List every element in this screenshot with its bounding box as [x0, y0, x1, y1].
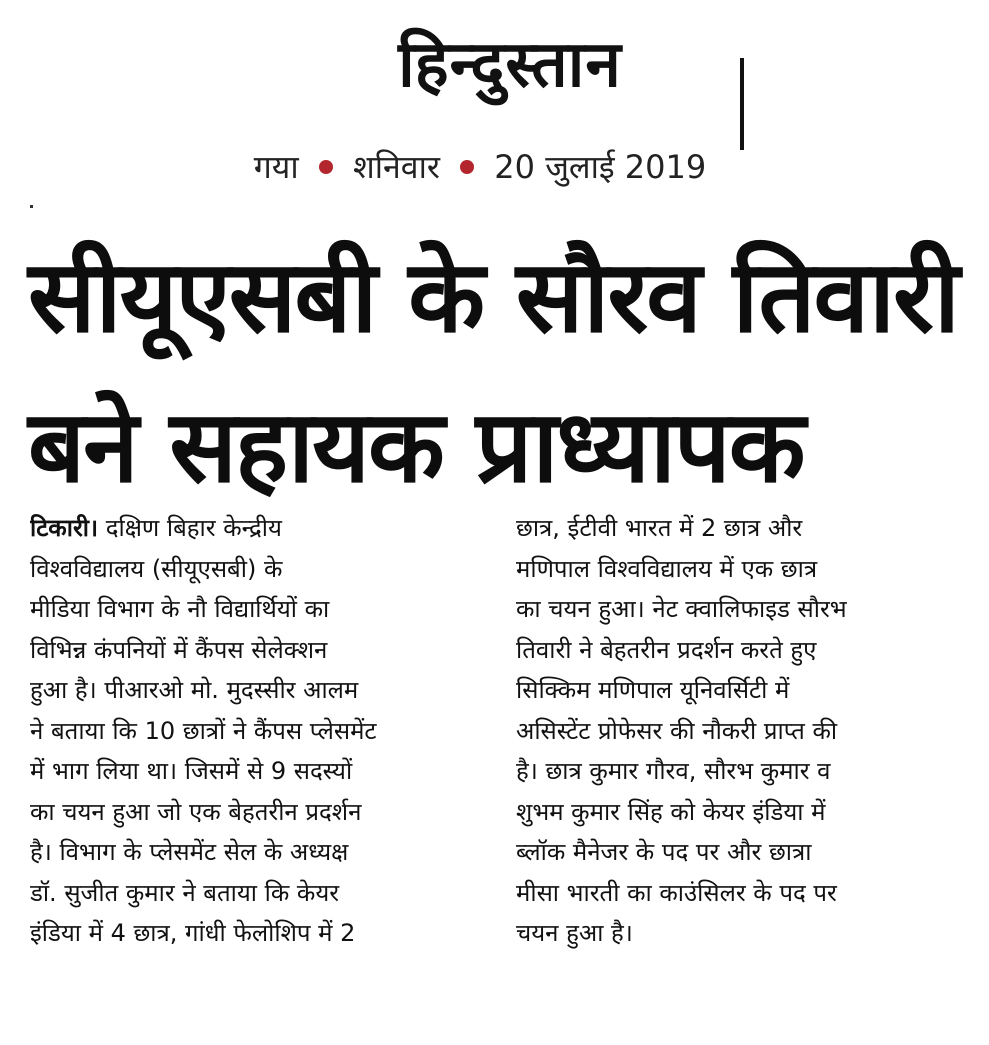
body-line: चयन हुआ है। — [516, 919, 633, 947]
body-line: मणिपाल विश्वविद्यालय में एक छात्र — [516, 554, 818, 583]
clipping-edge-line — [740, 58, 744, 150]
body-line: छात्र, ईटीवी भारत में 2 छात्र और — [516, 514, 803, 542]
edition-dateline — [240, 140, 720, 194]
body-line: है। छात्र कुमार गौरव, सौरभ कुमार व — [516, 757, 831, 785]
print-speck — [30, 205, 33, 208]
body-line: ब्लॉक मैनेजर के पद पर और छात्रा — [516, 838, 812, 866]
body-line: ने बताया कि 10 छात्रों ने कैंपस प्लेसमेंट — [30, 716, 377, 745]
article-headline — [28, 222, 968, 522]
body-line: हुआ है। पीआरओ मो. मुदस्सीर आलम — [30, 676, 359, 704]
body-line: विभिन्न कंपनियों में कैंपस सेलेक्शन — [30, 635, 328, 664]
body-line: टिकारी। दक्षिण बिहार केन्द्रीय — [30, 514, 282, 542]
article-column-right — [516, 508, 956, 954]
headline-line-1: सीयूएसबी के सौरव तिवारी — [28, 238, 958, 355]
article-column-left — [30, 508, 470, 954]
dateline-day: शनिवार — [352, 148, 440, 186]
body-line: शुभम कुमार सिंह को केयर इंडिया में — [516, 797, 826, 826]
separator-dot — [319, 160, 333, 174]
headline-line-2: बने सहायक प्राध्यापक — [28, 388, 804, 505]
body-line: इंडिया में 4 छात्र, गांधी फेलोशिप में 2 — [30, 919, 356, 947]
body-line: सिक्किम मणिपाल यूनिवर्सिटी में — [516, 676, 790, 704]
body-line: तिवारी ने बेहतरीन प्रदर्शन करते हुए — [516, 635, 817, 664]
body-line: का चयन हुआ। नेट क्वालिफाइड सौरभ — [516, 595, 847, 623]
newspaper-masthead: हिन्दुस्तान — [398, 28, 622, 102]
body-line: मीडिया विभाग के नौ विद्यार्थियों का — [30, 595, 330, 623]
body-line: मीसा भारती का काउंसिलर के पद पर — [516, 878, 837, 907]
body-line: है। विभाग के प्लेसमेंट सेल के अध्यक्ष — [30, 838, 349, 866]
dateline-city: गया — [253, 148, 299, 186]
body-line: असिस्टेंट प्रोफेसर की नौकरी प्राप्त की — [516, 716, 838, 745]
separator-dot — [460, 160, 474, 174]
body-line: में भाग लिया था। जिसमें से 9 सदस्यों — [30, 757, 353, 785]
body-line: का चयन हुआ जो एक बेहतरीन प्रदर्शन — [30, 797, 362, 826]
body-line: विश्वविद्यालय (सीयूएसबी) के — [30, 554, 283, 583]
body-line: डॉ. सुजीत कुमार ने बताया कि केयर — [30, 878, 340, 907]
article-dateline: टिकारी। — [30, 514, 99, 542]
dateline-date: 20 जुलाई 2019 — [494, 148, 707, 186]
